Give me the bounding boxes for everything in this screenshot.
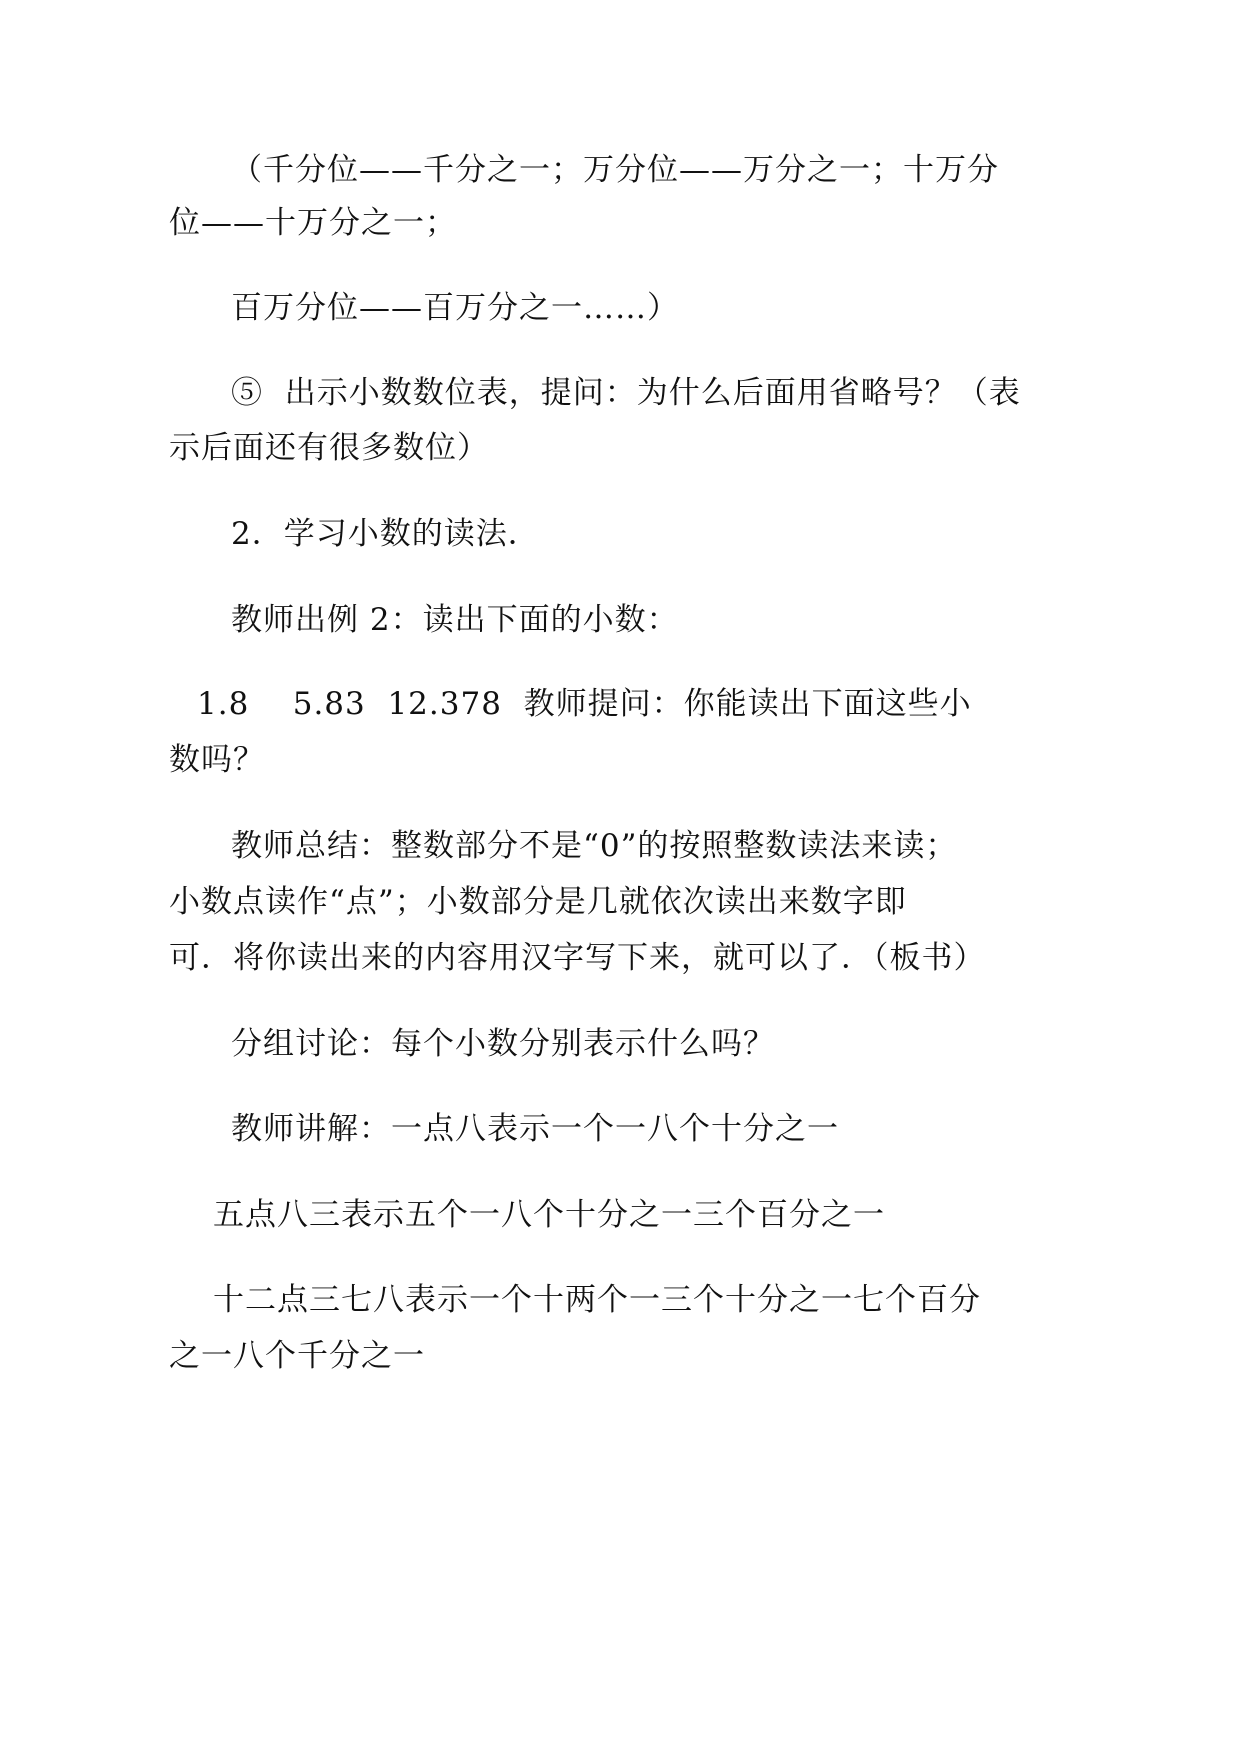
text-line: ⑤ 出示小数数位表，提问：为什么后面用省略号？（表 bbox=[231, 375, 1021, 411]
text-line: 教师讲解：一点八表示一个一八个十分之一 bbox=[231, 1111, 839, 1147]
text-line: 位——十万分之一； bbox=[169, 205, 457, 241]
text-line: 1.8 5.83 12.378 教师提问：你能读出下面这些小 bbox=[197, 686, 972, 722]
text-line: 示后面还有很多数位） bbox=[169, 430, 489, 466]
text-line: 教师出例 2：读出下面的小数： bbox=[231, 602, 679, 638]
text-line: 百万分位——百万分之一……） bbox=[231, 290, 679, 326]
text-line: 2．学习小数的读法． bbox=[231, 516, 540, 552]
text-line: 数吗？ bbox=[169, 742, 265, 778]
text-line: 分组讨论：每个小数分别表示什么吗？ bbox=[231, 1026, 775, 1062]
text-line: （千分位——千分之一；万分位——万分之一；十万分 bbox=[231, 152, 999, 188]
text-line: 小数点读作“点”；小数部分是几就依次读出来数字即 bbox=[169, 884, 907, 920]
text-line: 十二点三七八表示一个十两个一三个十分之一七个百分 bbox=[213, 1282, 981, 1318]
text-line: 可．将你读出来的内容用汉字写下来，就可以了．（板书） bbox=[169, 940, 986, 976]
text-line: 教师总结：整数部分不是“0”的按照整数读法来读； bbox=[231, 828, 958, 864]
text-line: 五点八三表示五个一八个十分之一三个百分之一 bbox=[213, 1197, 885, 1233]
text-line: 之一八个千分之一 bbox=[169, 1338, 425, 1374]
